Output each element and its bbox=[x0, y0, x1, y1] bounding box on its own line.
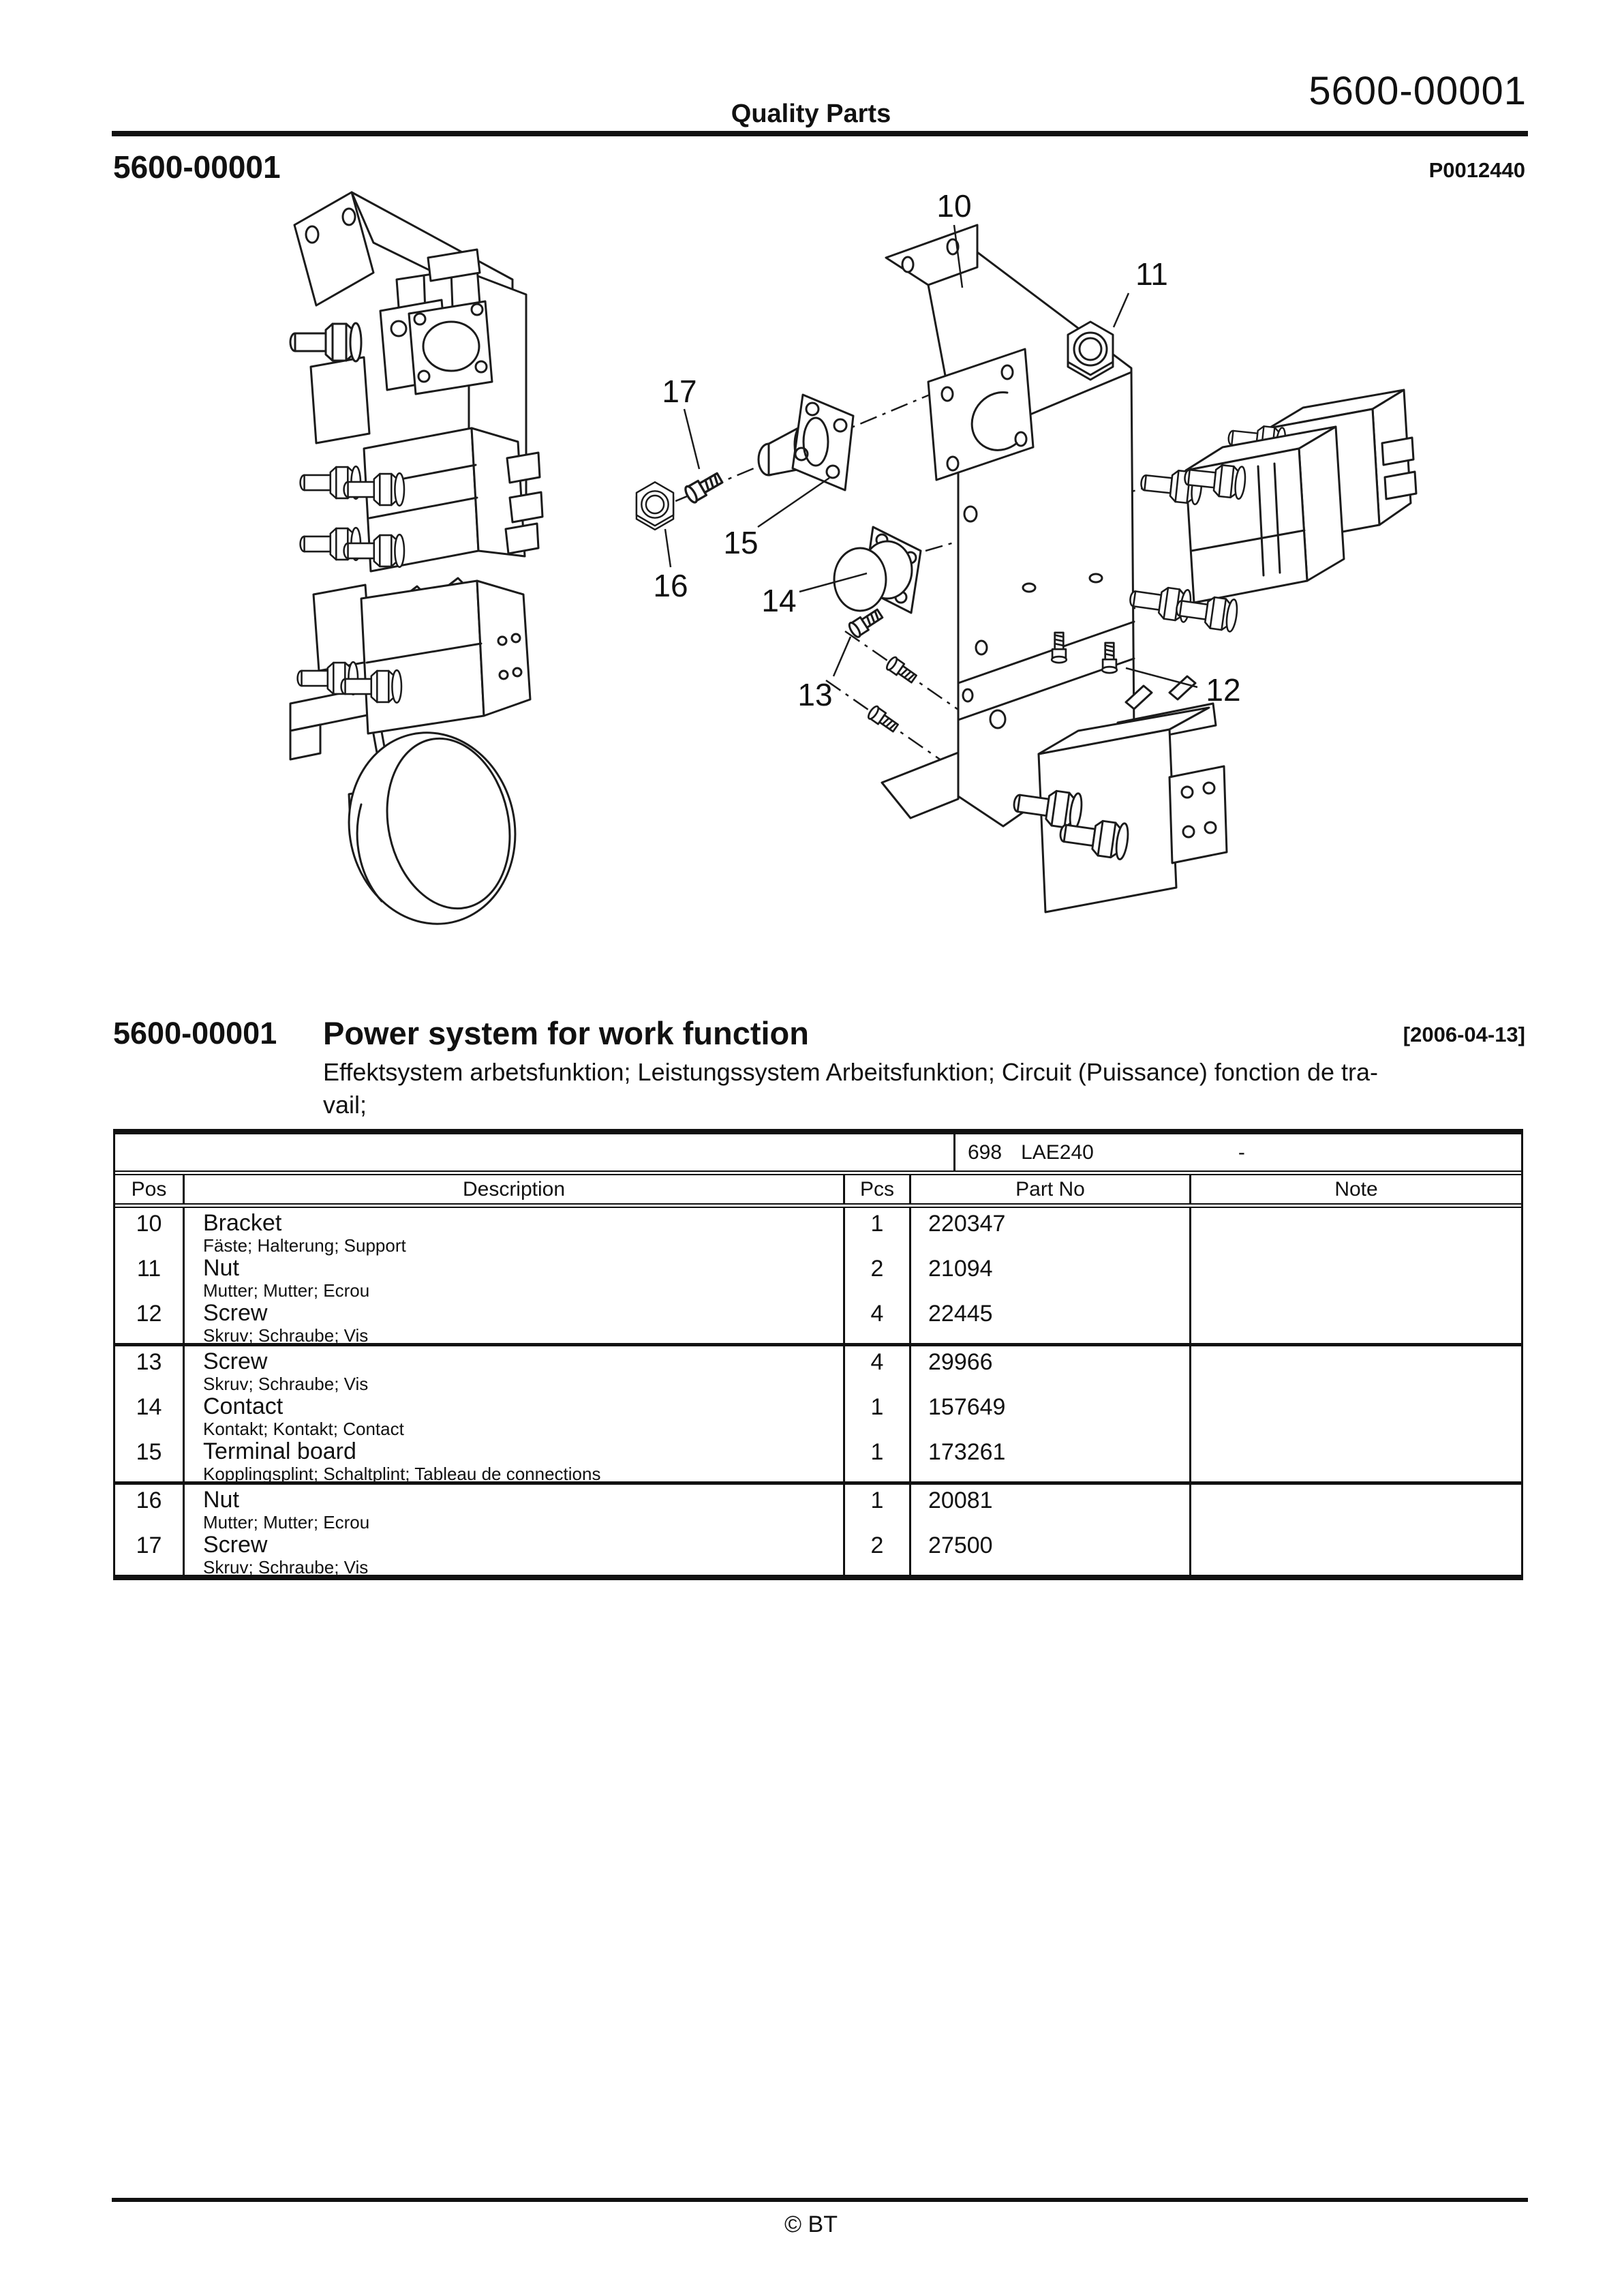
callout-15 bbox=[723, 478, 829, 560]
figure-code: P0012440 bbox=[1428, 158, 1525, 182]
cell-note bbox=[1191, 1346, 1521, 1391]
cell-description bbox=[185, 1253, 845, 1301]
callout-16 bbox=[653, 529, 688, 603]
model-quantity: 698 bbox=[968, 1141, 1003, 1164]
cell-pos: 12 bbox=[115, 1298, 185, 1343]
description-alt: Mutter; Mutter; Ecrou bbox=[203, 1512, 370, 1532]
description-main: Screw bbox=[203, 1532, 268, 1558]
cell-description bbox=[185, 1298, 845, 1346]
table-row bbox=[115, 1391, 1521, 1439]
page-title: Quality Parts bbox=[731, 100, 891, 128]
cell-part-no: 21094 bbox=[911, 1253, 1191, 1298]
description-main: Nut bbox=[203, 1487, 239, 1513]
cell-pos: 13 bbox=[115, 1346, 185, 1391]
description-main: Terminal board bbox=[203, 1438, 356, 1464]
doc-number: 5600-00001 bbox=[1309, 69, 1527, 113]
cell-description bbox=[185, 1346, 845, 1394]
contact-part bbox=[834, 527, 921, 613]
cell-part-no: 157649 bbox=[911, 1391, 1191, 1436]
cell-description bbox=[185, 1530, 845, 1575]
model-range-dash: - bbox=[1238, 1141, 1245, 1164]
table-row bbox=[115, 1485, 1521, 1530]
description-alt: Skruv; Schraube; Vis bbox=[203, 1557, 369, 1577]
cell-note bbox=[1191, 1391, 1521, 1436]
cell-pcs: 1 bbox=[845, 1436, 911, 1481]
nut-16-part bbox=[637, 482, 673, 530]
description-alt: Skruv; Schraube; Vis bbox=[203, 1325, 369, 1346]
description-main: Screw bbox=[203, 1300, 268, 1326]
main-terminal-stud bbox=[290, 323, 369, 443]
column-header-part-no: Part No bbox=[911, 1175, 1191, 1203]
cell-part-no: 220347 bbox=[911, 1208, 1191, 1253]
cell-part-no: 20081 bbox=[911, 1485, 1191, 1530]
contactor-front bbox=[1128, 427, 1344, 632]
upper-contactor bbox=[380, 300, 492, 394]
footer-copyright: © BT bbox=[784, 2211, 838, 2237]
description-alt: Kontakt; Kontakt; Contact bbox=[203, 1419, 404, 1439]
cell-note bbox=[1191, 1530, 1521, 1575]
cell-part-no: 27500 bbox=[911, 1530, 1191, 1575]
footer-rule bbox=[112, 2198, 1528, 2202]
column-header-description: Description bbox=[185, 1175, 845, 1203]
model-row-empty-cell bbox=[115, 1134, 955, 1170]
cell-part-no: 29966 bbox=[911, 1346, 1191, 1391]
page-code: 5600-00001 bbox=[113, 149, 281, 185]
callout-label-17: 17 bbox=[662, 374, 697, 409]
callout-13 bbox=[797, 637, 851, 712]
model-row bbox=[115, 1134, 1521, 1175]
callout-17 bbox=[662, 374, 699, 469]
cell-pcs: 1 bbox=[845, 1485, 911, 1530]
callout-label-14: 14 bbox=[761, 583, 797, 618]
cell-pos: 15 bbox=[115, 1436, 185, 1481]
section-date: [2006-04-13] bbox=[1403, 1023, 1525, 1046]
cell-part-no: 22445 bbox=[911, 1298, 1191, 1343]
description-main: Contact bbox=[203, 1393, 284, 1419]
column-header-note: Note bbox=[1334, 1177, 1378, 1200]
cell-description bbox=[185, 1391, 845, 1439]
table-group-2 bbox=[115, 1346, 1521, 1485]
cell-part-no: 173261 bbox=[911, 1436, 1191, 1481]
header-rule bbox=[112, 131, 1528, 136]
table-row bbox=[115, 1436, 1521, 1484]
terminal-board-part bbox=[759, 395, 853, 490]
cell-pos: 17 bbox=[115, 1530, 185, 1575]
table-row bbox=[115, 1530, 1521, 1575]
model-row-values bbox=[955, 1134, 1521, 1170]
cell-pos: 16 bbox=[115, 1485, 185, 1530]
column-header-pos: Pos bbox=[115, 1175, 185, 1203]
description-alt: Fäste; Halterung; Support bbox=[203, 1235, 406, 1256]
description-main: Bracket bbox=[203, 1210, 282, 1236]
cell-pos: 10 bbox=[115, 1208, 185, 1253]
callout-label-15: 15 bbox=[723, 525, 759, 560]
callout-label-12: 12 bbox=[1206, 672, 1241, 708]
table-header-row bbox=[115, 1175, 1521, 1208]
nut-11-part bbox=[1068, 322, 1113, 380]
description-main: Nut bbox=[203, 1255, 239, 1281]
callout-label-10: 10 bbox=[936, 188, 972, 224]
cell-note bbox=[1191, 1253, 1521, 1298]
cell-note bbox=[1191, 1298, 1521, 1343]
screws-13 bbox=[847, 607, 884, 639]
section-subtitle-line1: Effektsystem arbetsfunktion; Leistungssystem Arbeitsfunktion; Circuit (Puissance) fonction de tra- bbox=[323, 1058, 1379, 1086]
screw-17-part bbox=[684, 470, 724, 504]
model-code: LAE240 bbox=[1021, 1141, 1094, 1164]
cell-note bbox=[1191, 1208, 1521, 1253]
cell-pos: 14 bbox=[115, 1391, 185, 1436]
exploded-view bbox=[637, 188, 1416, 912]
assembled-view bbox=[290, 192, 542, 939]
horn bbox=[331, 717, 532, 939]
callout-label-11: 11 bbox=[1135, 256, 1168, 292]
table-row bbox=[115, 1346, 1521, 1394]
section-title: Power system for work function bbox=[323, 1015, 809, 1051]
cell-note bbox=[1191, 1485, 1521, 1530]
description-alt: Mutter; Mutter; Ecrou bbox=[203, 1280, 370, 1301]
table-row bbox=[115, 1208, 1521, 1256]
description-main: Screw bbox=[203, 1348, 268, 1374]
table-row bbox=[115, 1253, 1521, 1301]
parts-table bbox=[113, 1129, 1523, 1580]
cell-pcs: 2 bbox=[845, 1530, 911, 1575]
description-alt: Skruv; Schraube; Vis bbox=[203, 1374, 369, 1394]
section-code: 5600-00001 bbox=[113, 1016, 277, 1051]
description-alt: Kopplingsplint; Schaltplint; Tableau de connections bbox=[203, 1464, 601, 1484]
cell-pcs: 1 bbox=[845, 1208, 911, 1253]
cell-description bbox=[185, 1485, 845, 1530]
cell-note bbox=[1191, 1436, 1521, 1481]
cell-pcs: 4 bbox=[845, 1346, 911, 1391]
table-row bbox=[115, 1298, 1521, 1346]
callout-label-13: 13 bbox=[797, 677, 833, 712]
cell-pcs: 2 bbox=[845, 1253, 911, 1298]
cell-description bbox=[185, 1436, 845, 1484]
callout-11 bbox=[1114, 256, 1168, 327]
cell-pcs: 4 bbox=[845, 1298, 911, 1343]
column-header-pcs: Pcs bbox=[845, 1175, 911, 1203]
cell-pos: 11 bbox=[115, 1253, 185, 1298]
callout-label-16: 16 bbox=[653, 568, 688, 603]
table-group-1 bbox=[115, 1208, 1521, 1346]
cell-pcs: 1 bbox=[845, 1391, 911, 1436]
parts-diagram bbox=[0, 177, 1622, 1002]
cell-description bbox=[185, 1208, 845, 1256]
section-subtitle-line2: vail; bbox=[323, 1091, 367, 1119]
table-group-3 bbox=[115, 1485, 1521, 1575]
